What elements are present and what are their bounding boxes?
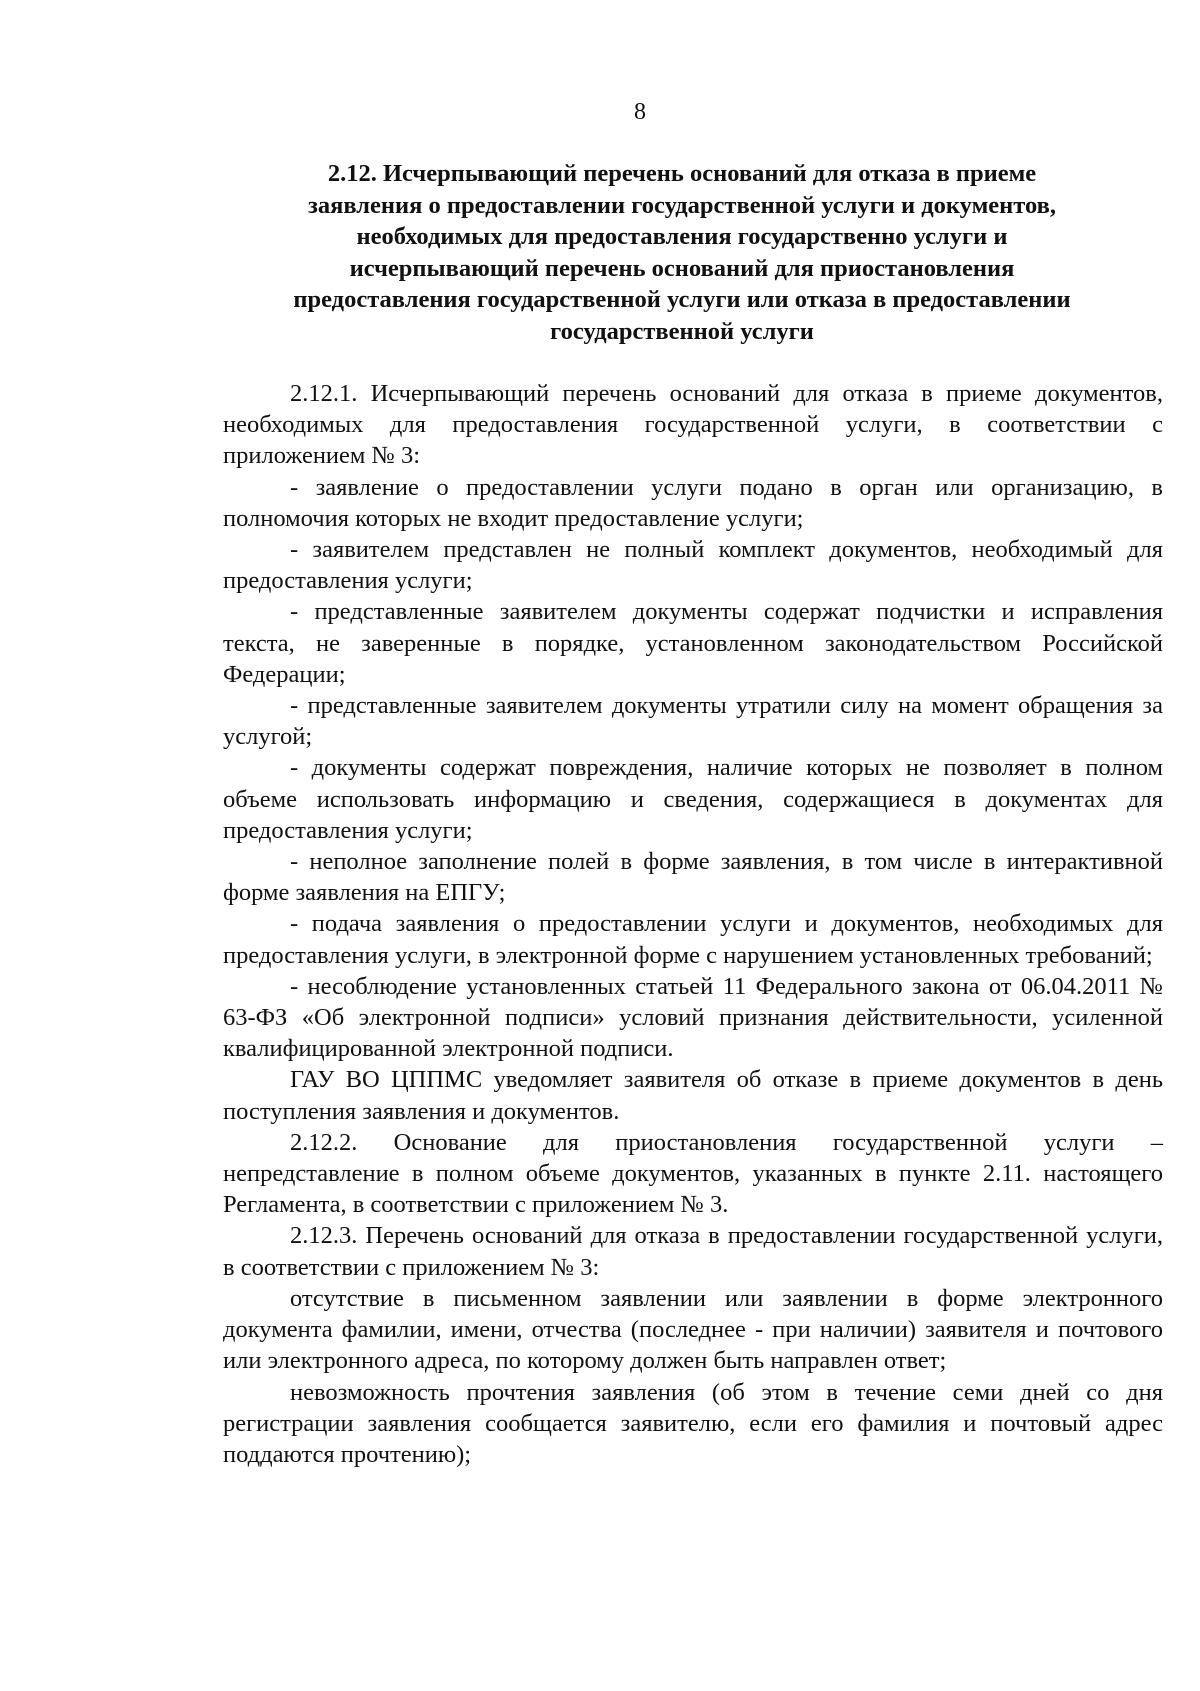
heading-line: исчерпывающий перечень оснований для приостановления [349,254,1015,282]
heading-line: предоставления государственной услуги или отказа в предоставлении [293,286,1071,313]
list-item: отсутствие в письменном заявлении или заявлении в форме электронного документа фамилии, имени, отчества (последнее - при наличии) заявителя и почтового или электронного адреса, по которому должен быть направлен ответ; [223,1284,1163,1375]
list-item: - несоблюдение установленных статьей 11 Федерального закона от 06.04.2011 № 63-ФЗ «Об электронной подписи» условий признания действительности, усиленной квалифицированной электронной подписи. [223,972,1163,1063]
paragraph-2-12-1: 2.12.1. Исчерпывающий перечень оснований для отказа в приеме документов, необходимых для предоставления государственной услуги, в соответствии с приложением № 3: [223,380,1163,470]
list-item: - документы содержат повреждения, наличие которых не позволяет в полном объеме использовать информацию и сведения, содержащиеся в документах для предоставления услуги; [223,754,1163,844]
list-item: - подача заявления о предоставлении услуги и документов, необходимых для предоставления услуги, в электронной форме с нарушением установленных требований; [223,910,1163,969]
paragraph-2-12-2: 2.12.2. Основание для приостановления государственной услуги – непредставление в полном объеме документов, указанных в пункте 2.11. настоящего Регламента, в соответствии с приложением № 3. [223,1128,1163,1219]
list-item: - представленные заявителем документы утратили силу на момент обращения за услугой; [223,692,1163,751]
page-number: 8 [634,99,646,125]
heading-line: необходимых для предоставления государственно услуги и [356,223,1008,250]
list-item: - представленные заявителем документы содержат подчистки и исправления текста, не заверенные в порядке, установленном законодательством Российской Федерации; [223,598,1163,688]
list-item: невозможность прочтения заявления (об этом в течение семи дней со дня регистрации заявления сообщается заявителю, если его фамилия и почтовый адрес поддаются прочтению); [223,1378,1163,1468]
document-body [223,378,1163,1470]
heading-line: заявления о предоставлении государственной услуги и документов, [308,191,1056,219]
list-item: - заявление о предоставлении услуги подано в орган или организацию, в полномочия которых не входит предоставление услуги; [223,473,1163,532]
heading-line: государственной услуги [550,317,814,345]
section-heading [228,158,1136,347]
heading-line: 2.12. Исчерпывающий перечень оснований для отказа в приеме [327,160,1037,187]
list-item: - заявителем представлен не полный комплект документов, необходимый для предоставления услуги; [223,536,1163,595]
paragraph-2-12-3: 2.12.3. Перечень оснований для отказа в предоставлении государственной услуги, в соответствии с приложением № 3: [223,1222,1163,1281]
list-item: - неполное заполнение полей в форме заявления, в том числе в интерактивной форме заявления на ЕПГУ; [223,848,1163,907]
notice-paragraph: ГАУ ВО ЦППМС уведомляет заявителя об отказе в приеме документов в день поступления заявления и документов. [223,1066,1163,1125]
